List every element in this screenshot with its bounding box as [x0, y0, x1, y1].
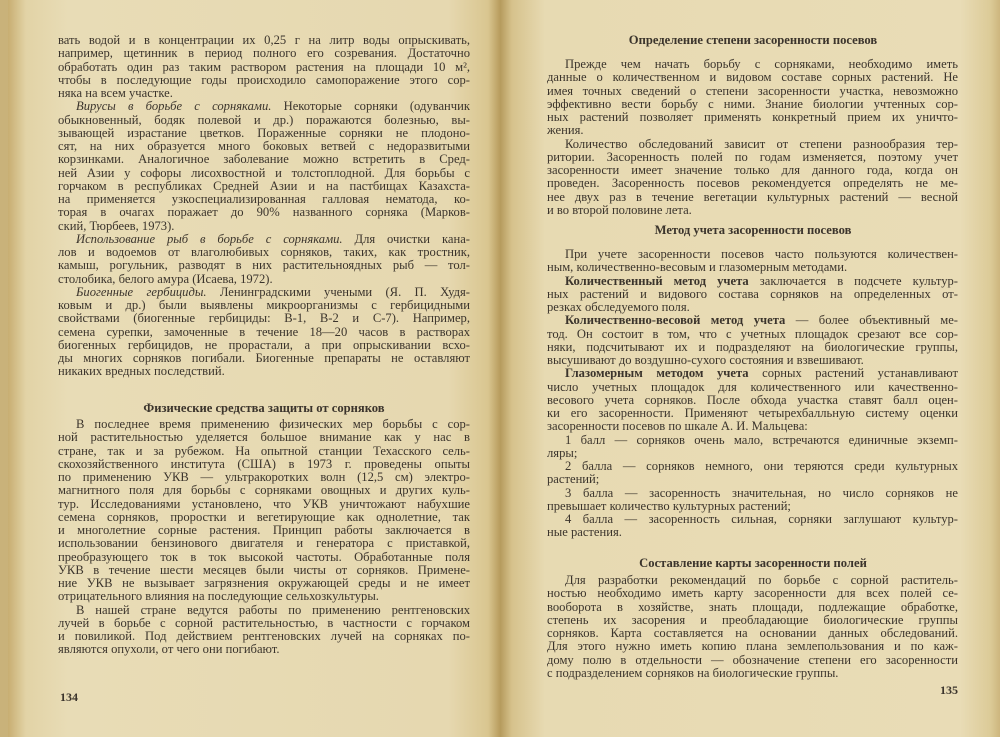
- line-text: преобразующего ток в ток высокой частоты. Обработанные поля: [58, 549, 470, 564]
- text-line: [58, 431, 470, 444]
- line-text: корзинками. Аналогичное заболевание можно встретить в Сред-: [58, 152, 470, 167]
- line-text: заключается в подсчете культур-: [748, 273, 958, 288]
- line-text: ковым и др.) были выявлены микроорганизмы с гербицидными: [58, 298, 470, 312]
- text-line: [58, 180, 470, 193]
- text-line: [547, 587, 958, 600]
- line-text: весового учета сорняков. После обхода участка ставят балл оцен-: [547, 392, 958, 407]
- line-text: няки, подсчитывают их и подразделяют на биологические группы,: [547, 339, 958, 354]
- text-line: [58, 286, 470, 299]
- text-line: [547, 667, 958, 680]
- line-text: УКВ в течение шести месяцев были чисты от сорняков. Примене-: [58, 562, 470, 577]
- heading-weed-degree: Определение степени засоренности посевов: [628, 33, 878, 47]
- text-line: [58, 259, 470, 272]
- text-line: [58, 445, 470, 458]
- line-text: лов и водоемов от влаголюбивых сорняков, таких, как тростник,: [58, 245, 470, 259]
- text-line: [547, 164, 958, 177]
- line-text: камыш, рогульник, разводят в них растительноядных рыб — тол-: [58, 258, 470, 273]
- line-text: горчаком в республиках Средней Азии и на пастбищах Казахста-: [58, 178, 470, 193]
- line-text: сорных растений устанавливают: [748, 366, 958, 381]
- line-text: например, щетинник в период полного его созревания. Достаточно: [58, 46, 470, 61]
- line-text: ки его засоренности. Применяют четырехбалльную систему оценки: [547, 406, 958, 420]
- text-line: [58, 140, 470, 153]
- left-page: [8, 0, 500, 737]
- text-line: [58, 153, 470, 166]
- text-line: [547, 654, 958, 667]
- text-line: [547, 381, 958, 394]
- line-text: ритории. Засоренность полей по годам изменяется, поэтому учет: [547, 149, 958, 164]
- text-line: [547, 204, 958, 217]
- line-text: по применению УКВ — ультракоротких волн (12,5 см) электро-: [58, 470, 470, 484]
- right-page: [500, 0, 1000, 737]
- text-line: [58, 326, 470, 339]
- left-text-bottom: [58, 418, 470, 657]
- text-line: [58, 47, 470, 60]
- line-text: При учете засоренности посевов часто пользуются количествен-: [565, 247, 958, 261]
- paragraph-lead: Глазомерным методом учета: [565, 366, 749, 381]
- text-line: [547, 314, 958, 327]
- text-line: [547, 640, 958, 653]
- text-line: [58, 167, 470, 180]
- line-text: стране, так и за рубежом. На опытной станции Техасского сель-: [58, 443, 470, 458]
- text-line: [547, 574, 958, 587]
- line-text: Для этого нужно иметь копию плана землепользования и по каж-: [547, 639, 958, 654]
- line-text: столобика, белого амура (Исаева, 1972).: [58, 271, 273, 286]
- text-line: [58, 365, 470, 378]
- text-line: [58, 418, 470, 431]
- line-text: ляры;: [547, 445, 578, 460]
- text-line: [547, 71, 958, 84]
- text-line: [547, 500, 958, 513]
- line-text: тур. Исследованиями установлено, что УКВ уничтожают набухшие: [58, 496, 470, 511]
- line-text: и многолетние сорные растения. Принцип работы заключается в: [58, 523, 470, 537]
- text-line: [58, 74, 470, 87]
- line-text: 3 балла — засоренность значительная, но число сорняков не: [565, 485, 958, 500]
- text-line: [58, 233, 470, 246]
- text-line: [58, 273, 470, 286]
- paragraph-lead: Биогенные гербициды.: [76, 284, 207, 299]
- line-text: Прежде чем начать борьбу с сорняками, необходимо иметь: [565, 57, 958, 71]
- paragraph-lead: Количественно-весовой метод учета: [565, 313, 786, 328]
- text-line: [547, 487, 958, 500]
- line-text: семена сурепки, замоченные в течение 18—20 часов в растворах: [58, 324, 470, 339]
- line-text: няка на всем участке.: [58, 86, 173, 100]
- text-line: [58, 458, 470, 471]
- text-line: [547, 614, 958, 627]
- line-text: на применяется узкоспециализированная галловая нематода, ко-: [58, 192, 470, 206]
- left-text-top: [58, 34, 470, 379]
- line-text: ды многих сорняков погибали. Биогенные препараты не оставляют: [58, 351, 470, 365]
- text-line: [547, 407, 958, 420]
- text-line: [58, 299, 470, 312]
- line-text: скохозяйственного института (США) в 1973 г. проведены опыты: [58, 456, 470, 471]
- line-text: проведен. Засоренность посевов рекомендуется определять не ме-: [547, 176, 958, 191]
- text-line: [547, 261, 958, 274]
- line-text: и повиликой. Под действием рентгеновских лучей на сорняках по-: [58, 629, 470, 643]
- line-text: ностью необходимо иметь карту засоренности для всех полей се-: [547, 586, 958, 601]
- paragraph-lead: Использование рыб в борьбе с сорняками.: [76, 231, 343, 246]
- text-line: [547, 354, 958, 367]
- heading-weed-map: Составление карты засоренности полей: [639, 556, 867, 570]
- line-text: лучей в борьбе с сорной растительностью, в частности с горчаком: [58, 615, 470, 630]
- text-line: [547, 151, 958, 164]
- line-text: сят, на них образуется много боковых ветвей с недоразвитыми: [58, 139, 470, 153]
- text-line: [547, 513, 958, 526]
- text-line: [547, 526, 958, 539]
- text-line: [58, 339, 470, 352]
- text-line: [547, 191, 958, 204]
- text-line: [547, 138, 958, 151]
- text-line: [547, 420, 958, 433]
- line-text: высушивают до воздушно-сухого состояния и взвешивают.: [547, 353, 864, 367]
- text-line: [58, 61, 470, 74]
- heading-accounting-method: Метод учета засоренности посевов: [654, 223, 852, 237]
- line-text: данные о количественном и видовом составе сорных растений. Не: [547, 70, 958, 85]
- line-text: зывающей израстание цветков. Пораженные сорняки не плодоно-: [58, 125, 470, 140]
- line-text: В нашей стране ведутся работы по применению рентгеновских: [76, 602, 470, 617]
- line-text: использовании бензинового двигателя и генератора с приставкой,: [58, 536, 470, 551]
- line-text: дому полю в отдельности — обозначение степени его засоренности: [547, 652, 958, 667]
- text-line: [58, 471, 470, 484]
- text-line: [547, 367, 958, 380]
- text-line: [58, 551, 470, 564]
- line-text: никаких вредных последствий.: [58, 364, 225, 379]
- section-heading-physical-means: Физические средства защиты от сорняков: [143, 401, 385, 415]
- text-line: [547, 124, 958, 137]
- text-line: [547, 288, 958, 301]
- line-text: чтобы в последующие годы происходило самопоражение этого сор-: [58, 72, 470, 87]
- right-section-3: [547, 574, 958, 680]
- text-line: [58, 537, 470, 550]
- text-line: [547, 111, 958, 124]
- text-line: [547, 301, 958, 314]
- line-text: жения.: [547, 123, 584, 138]
- line-text: засоренности имеет значение только для данного года, когда он: [547, 163, 958, 177]
- text-line: [58, 498, 470, 511]
- text-line: [58, 206, 470, 219]
- line-text: растений;: [547, 472, 600, 487]
- text-line: [547, 447, 958, 460]
- line-text: Для разработки рекомендаций по борьбе с сорной раститель-: [565, 573, 958, 587]
- line-text: обработать один раз таким раствором растения на площади 10 м²,: [58, 59, 470, 74]
- text-line: [547, 98, 958, 111]
- line-text: нее двух раз в течение вегетации культурных растений — весной: [547, 189, 958, 204]
- line-text: ной растительностью уделяется большое внимание как у нас в: [58, 430, 470, 445]
- text-line: [58, 564, 470, 577]
- line-text: ных растений и видового состава сорняков на определенных от-: [547, 286, 958, 301]
- text-line: [547, 341, 958, 354]
- line-text: тод. Он состоит в том, что с учетных площадок срезают все сор-: [547, 326, 958, 341]
- text-line: [547, 394, 958, 407]
- line-text: вать водой и в концентрации их 0,25 г на литр воды опрыскивать,: [58, 33, 470, 47]
- line-text: Ленинградскими учеными (Я. П. Худя-: [206, 284, 470, 299]
- line-text: ние УКВ не вызывает загрязнения окружающей среды и не имеет: [58, 576, 470, 590]
- line-text: ным, количественно-весовым и глазомерным методами.: [547, 260, 848, 275]
- text-line: [58, 34, 470, 47]
- line-text: вооборота в хозяйстве, знать площади, подлежащие обработке,: [547, 599, 958, 614]
- line-text: и во второй половине лета.: [547, 202, 692, 217]
- text-line: [547, 177, 958, 190]
- text-line: [547, 328, 958, 341]
- line-text: ней Азии у софоры лисохвостной и толстоплодной. Для борьбы с: [58, 165, 470, 180]
- line-text: эффективно вести борьбу с ними. Знание биологии учтенных сор-: [547, 96, 958, 111]
- text-line: [58, 577, 470, 590]
- line-text: отрицательного влияния на последующие сельхозкультуры.: [58, 589, 379, 604]
- line-text: степень их засорения и преобладающие биологические группы: [547, 612, 958, 627]
- right-section-2: [547, 248, 958, 540]
- text-line: [58, 220, 470, 233]
- page-number: 135: [940, 683, 958, 697]
- line-text: В последнее время применению физических мер борьбы с сор-: [76, 417, 470, 431]
- text-line: [547, 275, 958, 288]
- text-line: [547, 85, 958, 98]
- line-text: семена сорняков, проростки и вегетирующие как однолетние, так: [58, 509, 470, 524]
- paragraph-lead: Вирусы в борьбе с сорняками.: [76, 99, 272, 114]
- line-text: биогенных гербицидов, не прорастали, а при опрыскивании всхо-: [58, 337, 470, 352]
- paragraph-lead: Количественный метод учета: [565, 273, 749, 288]
- line-text: Некоторые сорняки (одуванчик: [271, 99, 470, 114]
- text-line: [58, 100, 470, 113]
- text-line: [58, 604, 470, 617]
- line-text: торая в очагах поражает до 90% названного сорняка (Марков-: [58, 205, 470, 220]
- line-text: 4 балла — засоренность сильная, сорняки заглушают культур-: [565, 512, 958, 526]
- text-line: [58, 590, 470, 603]
- right-section-1: [547, 58, 958, 217]
- line-text: сорняков. Карта составляется на основании данных обследований.: [547, 626, 958, 640]
- line-text: Количество обследований зависит от степени разнообразия тер-: [565, 136, 958, 151]
- line-text: ные растения.: [547, 525, 622, 540]
- text-line: [58, 484, 470, 497]
- text-line: [58, 630, 470, 643]
- text-line: [547, 434, 958, 447]
- line-text: засоренности посевов по шкале А. И. Мальцева:: [547, 419, 808, 434]
- line-text: ский, Тюрбеев, 1973).: [58, 218, 175, 233]
- line-text: превышает количество культурных растений;: [547, 498, 791, 513]
- text-line: [58, 617, 470, 630]
- line-text: число учетных площадок для количественного или качественно-: [547, 379, 958, 394]
- line-text: обыкновенный, бодяк полевой и др.) поражаются болезнью, вы-: [58, 112, 470, 127]
- text-line: [58, 643, 470, 656]
- line-text: 2 балла — сорняков немного, они теряются среди культурных: [565, 459, 958, 473]
- line-text: являются опухоли, от чего они погибают.: [58, 642, 280, 657]
- text-line: [58, 87, 470, 100]
- line-text: имея точных сведений о степени засоренности участка, невозможно: [547, 83, 958, 98]
- text-line: [58, 524, 470, 537]
- line-text: Для очистки кана-: [342, 231, 470, 246]
- text-line: [547, 473, 958, 486]
- line-text: 1 балл — сорняков очень мало, встречаются единичные экземп-: [565, 432, 958, 447]
- line-text: свойствами (биогенные гербициды: В-1, В-2 и С-7). Например,: [58, 311, 470, 326]
- text-line: [547, 601, 958, 614]
- line-text: магнитного поля для борьбы с сорняками овощных и других куль-: [58, 483, 470, 498]
- text-line: [58, 352, 470, 365]
- text-line: [58, 114, 470, 127]
- text-line: [58, 246, 470, 259]
- line-text: ных растений позволяет применять конкретный прием их уничто-: [547, 110, 958, 124]
- text-line: [547, 627, 958, 640]
- text-line: [547, 248, 958, 261]
- page-number: 134: [60, 690, 78, 704]
- line-text: резках обследуемого поля.: [547, 300, 690, 314]
- text-line: [58, 511, 470, 524]
- line-text: с подразделением сорняков на биологические группы.: [547, 665, 839, 680]
- text-line: [58, 127, 470, 140]
- text-line: [547, 58, 958, 71]
- line-text: — более объективный ме-: [785, 313, 958, 328]
- text-line: [58, 193, 470, 206]
- text-line: [58, 312, 470, 325]
- text-line: [547, 460, 958, 473]
